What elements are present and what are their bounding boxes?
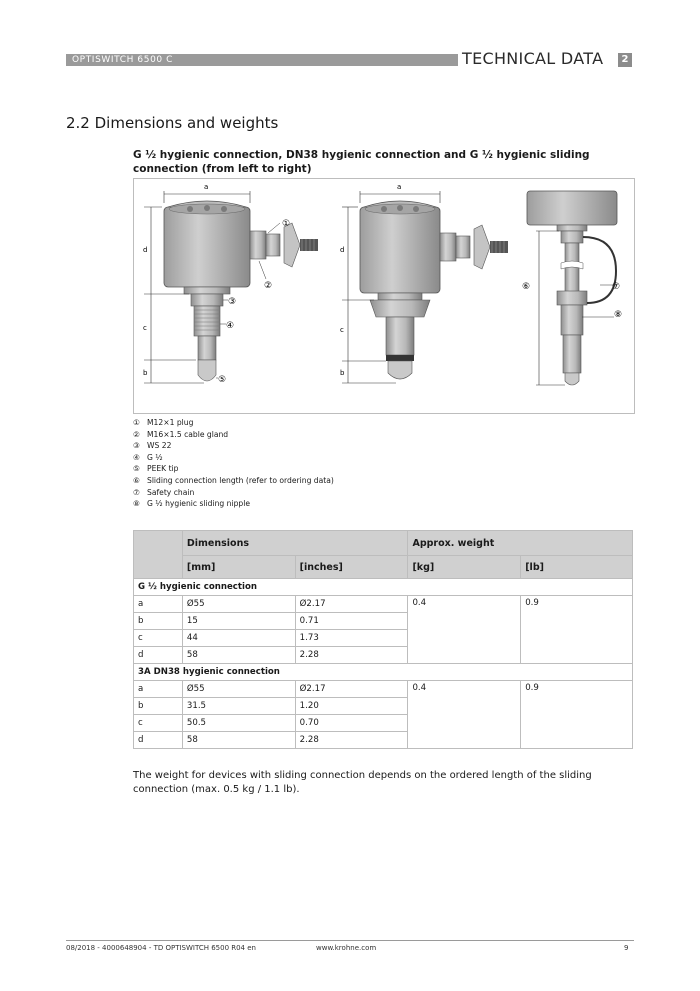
section-title: 2.2 Dimensions and weights — [66, 114, 279, 132]
dim-label-c: c — [143, 324, 147, 332]
callout-2: ② — [264, 281, 273, 291]
callout-1: ① — [282, 219, 291, 229]
table-header-row — [134, 531, 633, 556]
header-weight: Approx. weight — [408, 531, 633, 556]
table-row: d 58 2.28 — [134, 647, 633, 664]
header-dimensions: Dimensions — [182, 531, 408, 556]
footer-rule — [66, 940, 634, 941]
footer-doc-id: 08/2018 - 4000648904 - TD OPTISWITCH 6500 R04 en — [66, 944, 256, 952]
table-row: b 31.5 1.20 — [134, 698, 633, 715]
dim-label-b-2: b — [340, 369, 345, 377]
table-group-row: 3A DN38 hygienic connection — [134, 664, 633, 681]
legend-item: ① M12×1 plug — [133, 418, 194, 427]
legend-item: ④ G ½ — [133, 452, 163, 462]
callout-4: ④ — [226, 321, 235, 331]
page-number: 9 — [624, 944, 629, 952]
header-section: TECHNICAL DATA — [462, 49, 604, 68]
table-unit-row — [134, 556, 633, 579]
table-row: a Ø55 Ø2.17 0.4 0.9 — [134, 596, 633, 613]
footer-website: www.krohne.com — [316, 944, 377, 952]
dim-label-d: d — [143, 246, 148, 254]
header-mm: [mm] — [182, 556, 295, 579]
callout-7: ⑦ — [612, 282, 621, 292]
table-row: d 58 2.28 — [134, 732, 633, 749]
legend-item: ⑤ PEEK tip — [133, 464, 179, 474]
dim-label-d-2: d — [340, 246, 345, 254]
dim-label-a: a — [204, 183, 209, 191]
legend-item: ⑦ Safety chain — [133, 487, 195, 497]
dim-label-a-2: a — [397, 183, 402, 191]
callout-8: ⑧ — [614, 310, 623, 320]
table-row: b 15 0.71 — [134, 613, 633, 630]
legend-item: ⑥ Sliding connection length (refer to ordering data) — [133, 475, 334, 485]
table-row: c 50.5 0.70 — [134, 715, 633, 732]
figure-legend — [133, 417, 334, 510]
header-kg: [kg] — [408, 556, 521, 579]
header-section-number: 2 — [618, 53, 632, 67]
legend-item: ② M16×1.5 cable gland — [133, 429, 229, 439]
legend-item: ⑧ G ½ hygienic sliding nipple — [133, 499, 250, 509]
dim-label-b: b — [143, 369, 148, 377]
device-dn38 — [340, 183, 508, 383]
callout-5: ⑤ — [218, 375, 227, 385]
callout-6: ⑥ — [522, 282, 531, 292]
weight-note: The weight for devices with sliding connection depends on the ordered length of the sliding connection (max. 0.5 kg / 1.1 lb). — [133, 770, 592, 795]
dimension-drawing-svg — [134, 179, 634, 413]
table-row: c 44 1.73 — [134, 630, 633, 647]
table-group-row: G ½ hygienic connection — [134, 579, 633, 596]
dimensions-table — [133, 530, 633, 749]
header-inches: [inches] — [295, 556, 408, 579]
device-sliding — [522, 191, 622, 385]
table-row: a Ø55 Ø2.17 0.4 0.9 — [134, 681, 633, 698]
callout-3: ③ — [228, 297, 237, 307]
dim-label-c-2: c — [340, 326, 344, 334]
header-lb: [lb] — [521, 556, 633, 579]
figure-caption: G ½ hygienic connection, DN38 hygienic connection and G ½ hygienic sliding connection (from left to right) — [133, 149, 590, 175]
header-product: OPTISWITCH 6500 C — [72, 55, 174, 65]
device-g-half — [143, 183, 318, 385]
dimension-drawing — [133, 178, 635, 414]
legend-item: ③ WS 22 — [133, 441, 172, 451]
